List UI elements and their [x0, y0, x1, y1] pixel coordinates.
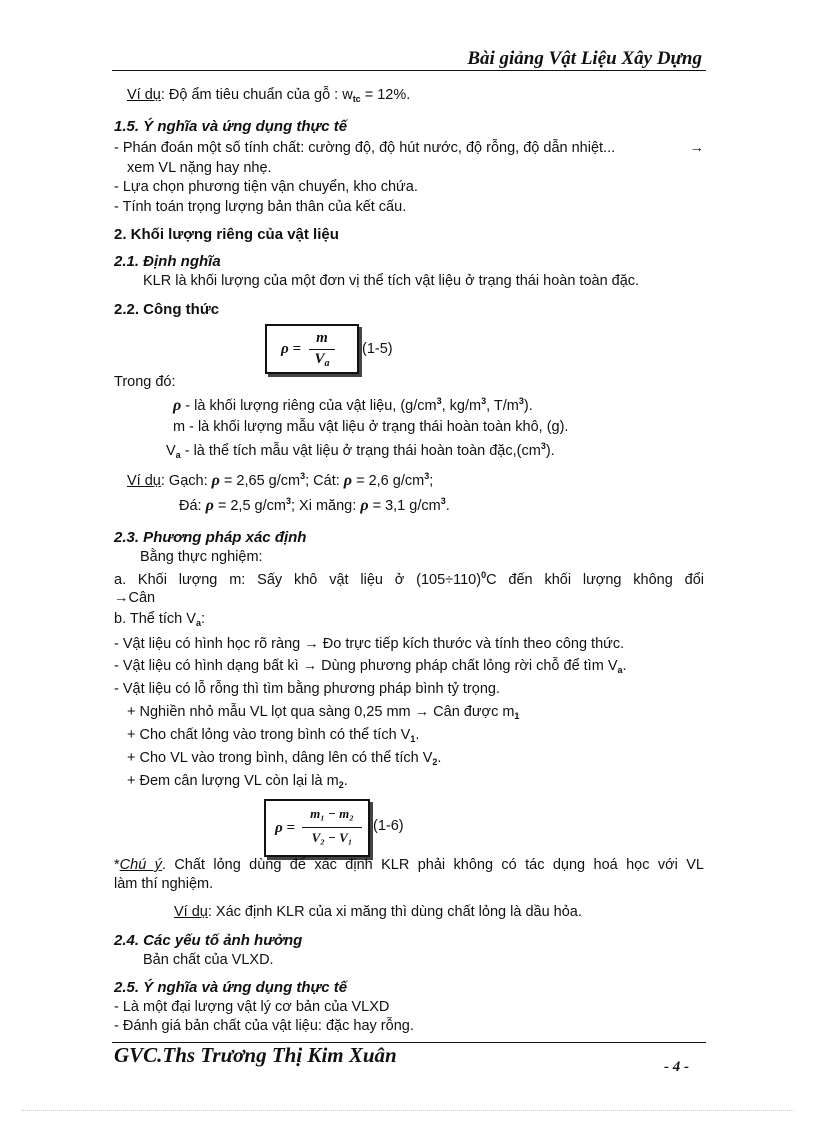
s15-bullet-2: - Lựa chọn phương tiện vận chuyển, kho chứa. [114, 179, 418, 195]
page-edge [22, 1110, 794, 1111]
fraction-bar [302, 827, 362, 828]
note-line-1: *Chú ý. Chất lỏng dùng để xác định KLR phải không có tác dụng hoá học với VL [114, 857, 704, 873]
section-2-1-heading: 2.1. Định nghĩa [114, 253, 221, 270]
section-1-5-heading: 1.5. Ý nghĩa và ứng dụng thực tế [114, 118, 348, 135]
s23-step-4: + Đem cân lượng VL còn lại là $m_2$. [127, 773, 348, 790]
s24-text: Bản chất của VLXD. [143, 952, 274, 968]
note-line-2: làm thí nghiệm. [114, 876, 214, 892]
s23-a-cont: →Cân [114, 590, 156, 606]
s23-step-3: + Cho VL vào trong bình, dâng lên có thể tích $V_2$. [127, 750, 442, 767]
formula-1-5: ρ = m $V_a$ [265, 324, 359, 374]
header-rule [112, 70, 706, 71]
section-2-5-heading: 2.5. Ý nghĩa và ứng dụng thực tế [114, 979, 348, 996]
section-2-3-heading: 2.3. Phương pháp xác định [114, 529, 307, 546]
definition-rho: ρ - là khối lượng riêng của vật liệu, ($g/cm^3$, $kg/m^3$, $T/m^3$). [173, 396, 533, 414]
example-label: Ví dụ [127, 87, 161, 103]
section-2-2-heading: 2.2. Công thức [114, 301, 220, 318]
formula-1-6: ρ = m₁ − m₂ V₂ − V₁ [264, 799, 370, 857]
s23-b-bullet-2: - Vật liệu có hình dạng bất kì → Dùng phương pháp chất lỏng rời chỗ để tìm $V_a$. [114, 658, 627, 675]
s15-bullet-3: - Tính toán trọng lượng bản thân của kết cấu. [114, 199, 407, 215]
section-2-4-heading: 2.4. Các yếu tố ảnh hưởng [114, 932, 303, 949]
example-label: Ví dụ [127, 473, 161, 489]
fraction: m $V_a$ [309, 329, 335, 369]
note-example: Ví dụ: Xác định KLR của xi măng thì dùng chất lỏng là dầu hỏa. [174, 904, 582, 920]
footer-author: GVC.Ths Trương Thị Kim Xuân [114, 1043, 397, 1067]
definition-va: $V_a$ - là thể tích mẫu vật liệu ở trạng thái hoàn toàn $đặc,(cm^3)$. [166, 441, 555, 460]
definition-m: m - là khối lượng mẫu vật liệu ở trạng thái hoàn toàn khô, (g). [173, 419, 569, 435]
s25-bullet-1: - Là một đại lượng vật lý cơ bản của VLXD [114, 999, 390, 1015]
s23-b-bullet-3: - Vật liệu có lỗ rỗng thì tìm bằng phương pháp bình tỷ trọng. [114, 681, 500, 697]
page-number: - 4 - [664, 1059, 689, 1075]
s23-a: a. Khối lượng m: Sấy khô vật liệu ở $(105\div 110)^0C$ đến khối lượng không đổi [114, 570, 704, 588]
section-2-heading: 2. Khối lượng riêng của vật liệu [114, 226, 339, 243]
s15-bullet-1: - Phán đoán một số tính chất: cường độ, độ hút nước, độ rỗng, độ dẫn nhiệt... → [114, 140, 704, 156]
s23-intro: Bằng thực nghiệm: [140, 549, 263, 565]
s15-bullet-1-cont: xem VL nặng hay nhẹ. [127, 160, 272, 176]
example-label: Ví dụ [174, 904, 208, 920]
arrow-icon: → [689, 140, 704, 156]
header-title: Bài giảng Vật Liệu Xây Dựng [467, 48, 702, 69]
s23-b-bullet-1: - Vật liệu có hình học rõ ràng → Đo trực tiếp kích thước và tính theo công thức. [114, 636, 625, 652]
example-densities-line-1: Ví dụ: Gạch: ρ = 2,65 $g/cm^3$; Cát: ρ = 2,6 $g/cm^3$; [127, 471, 434, 489]
s23-step-2: + Cho chất lỏng vào trong bình có thể tích $V_1$. [127, 727, 420, 744]
example-densities-line-2: Đá: ρ = 2,5 $g/cm^3$; Xi măng: ρ = 3,1 $g/cm^3$. [179, 496, 450, 514]
formula-1-5-tag: (1-5) [362, 341, 393, 357]
formula-1-6-tag: (1-6) [373, 818, 404, 834]
s21-definition: KLR là khối lượng của một đơn vị thể tích vật liệu ở trạng thái hoàn toàn đặc. [143, 273, 640, 289]
s23-b: b. Thể tích $V_a$: [114, 611, 205, 628]
definitions-intro: Trong đó: [114, 374, 176, 390]
example-wood-moisture: Ví dụ: Độ ẩm tiêu chuẩn của gỗ : $w_{tc} = 12\%$. [127, 87, 411, 104]
fraction: m₁ − m₂ V₂ − V₁ [302, 806, 362, 852]
s23-step-1: + Nghiền nhỏ mẫu VL lọt qua sàng 0,25 mm → Cân được $m_1$ [127, 704, 520, 721]
s25-bullet-2: - Đánh giá bản chất của vật liệu: đặc hay rỗng. [114, 1018, 414, 1034]
